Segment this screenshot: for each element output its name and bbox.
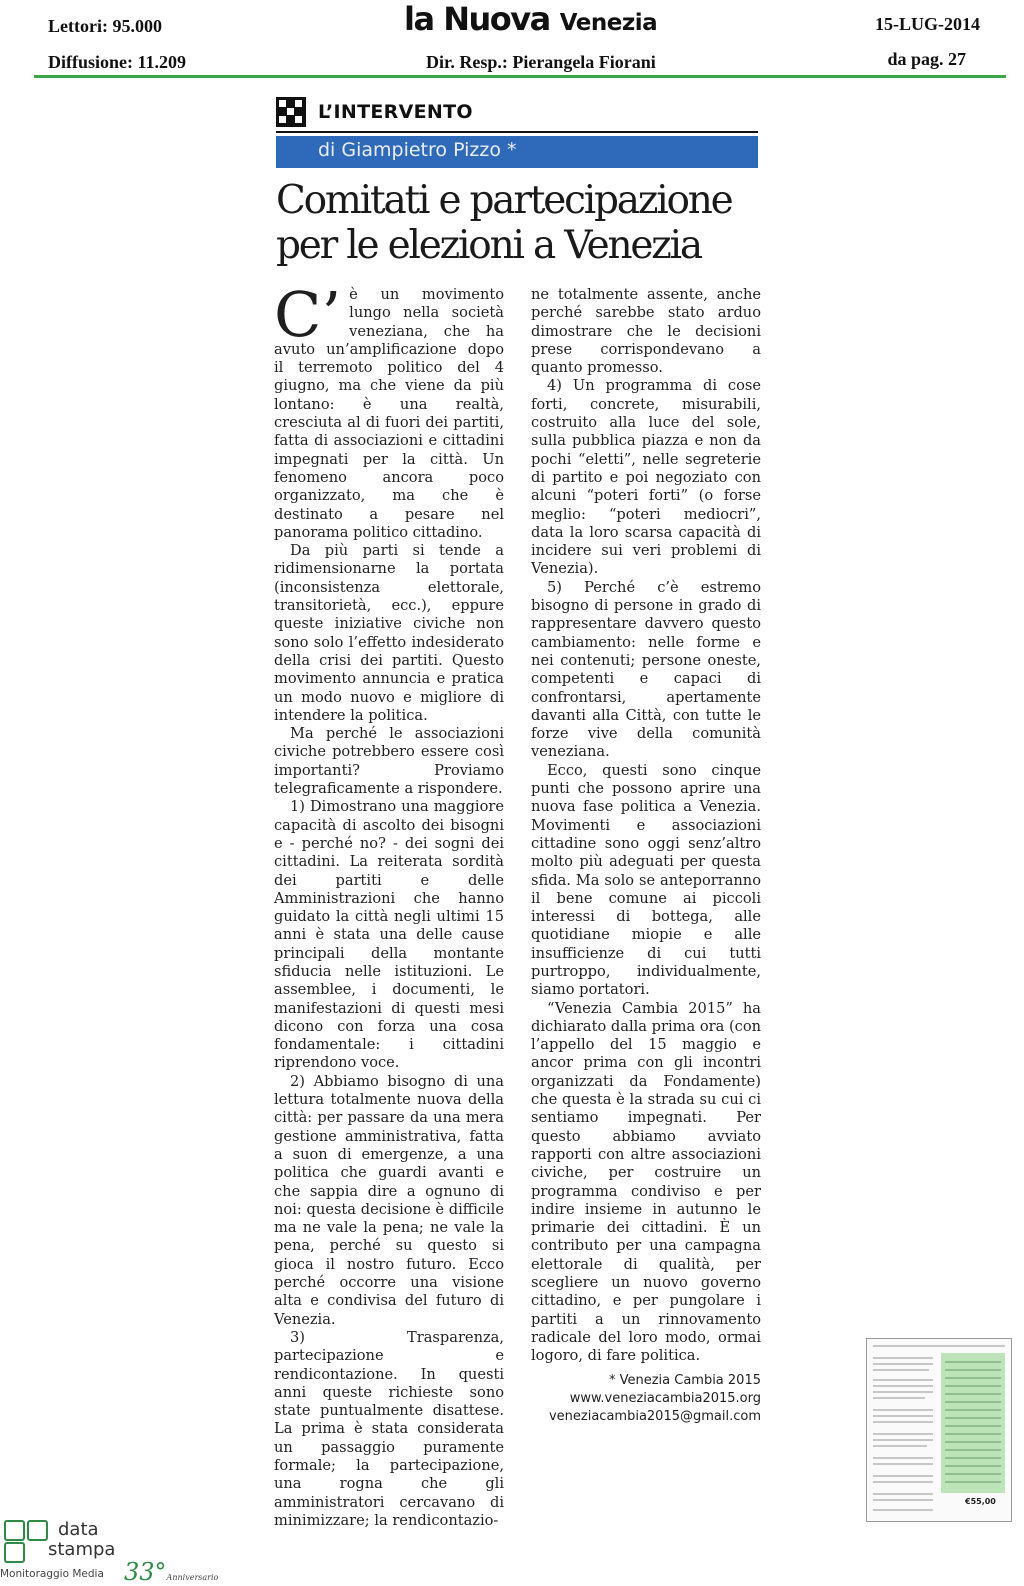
anniversary-mark [124,1558,218,1586]
logo-square-icon [4,1520,25,1541]
paragraph: 2) Abbiamo bisogno di una lettura totalmente nuova della città: per passare da una mera gestione amministrativa, fatta a suon di emergenze, a una politica che guardi avanti e che sappia dire a ognuno di noi: questa decisione è difficile ma ne vale la pena; ne vale la pena, perché su questo si gioca il nostro futuro. Ecco perché occorre una visione alta e condivisa del futuro di Venezia. [274,1072,504,1328]
paragraph: 4) Un programma di cose forti, concrete, misurabili, costruito alla luce del sole, sulla pubblica piazza e non da pochi “eletti”, nelle segreterie di partito e poi negoziato con alcuni “poteri forti” (o forse meglio: “poteri mediocri”, data la loro scarsa capacità di incidere sui veri problemi di Venezia). [531,377,761,578]
publication-date: 15-LUG-2014 [875,14,980,34]
logo-word-data: data [58,1519,99,1540]
drop-cap: C’ [274,278,342,351]
masthead-city: Venezia [559,10,658,36]
article-column-left [274,278,504,1530]
newspaper-masthead [404,0,657,38]
thumbnail-highlight [941,1353,1005,1493]
article-column-right [531,286,761,1426]
paragraph: Ma perché le associazioni civiche potrebbero essere così importanti? Proviamo telegraficamente a rispondere. [274,725,504,798]
byline-bar [276,136,758,168]
masthead-title: la Nuova [404,0,550,38]
header-divider [34,75,1006,78]
page-thumbnail [866,1338,1012,1522]
headline-line-2: per le elezioni a Venezia [276,223,701,268]
logo-square-icon [4,1542,25,1563]
circulation-count: Diffusione: 11.209 [48,52,187,72]
anniversary-label: Anniversario [166,1573,219,1582]
editor-in-chief: Dir. Resp.: Pierangela Fiorani [426,52,656,72]
author-signature [531,1372,761,1426]
logo-word-stampa: stampa [48,1539,116,1560]
datastampa-logo [0,1518,219,1586]
article-headline [276,178,758,268]
paragraph: Ecco, questi sono cinque punti che possono aprire una nuova fase politica a Venezia. Movimenti e associazioni cittadine sono oggi senz’altro molto più adeguati per questa sfida. Ma solo se anteporranno il bene comune ai piccoli interessi di bottega, alle quotidiane miopie e alle insufficienze di cui tutti purtroppo, individualmente, siamo portatori. [531,761,761,999]
paragraph: 3) Trasparenza, partecipazione e rendicontazione. In questi anni queste richieste sono state puntualmente disattese. La prima è stata considerata un passaggio puramente formale; la partecipazione, una rogna che gli amministratori cercavano di minimizzare; la rendicontazio- [274,1328,504,1529]
signature-website: www.veneziacambia2015.org [569,1390,761,1406]
paragraph: C’ è un movimento lungo nella società veneziana, che ha avuto un’amplificazione dopo il terremoto politico del 4 giugno, ma che viene da più lontano: è una realtà, cresciuta al di fuori dei partiti, fatta di associazioni e cittadini impegnati per la città. Un fenomeno ancora poco organizzato, ma che è destinato a pesare nel panorama politico cittadino. [274,278,504,541]
byline-author: di Giampietro Pizzo * [318,139,517,161]
paragraph: Da più parti si tende a ridimensionarne la portata (inconsistenza elettorale, transitorietà, ecc.), eppure queste iniziative civiche non sono solo l’effetto indesiderato della crisi dei partiti. Questo movimento annuncia e pratica un modo nuovo e migliore di intendere la politica. [274,542,504,724]
signature-org: * Venezia Cambia 2015 [608,1372,761,1388]
section-kicker [276,97,758,133]
headline-line-1: Comitati e partecipazione [276,178,732,223]
logo-square-icon [27,1520,48,1541]
anniversary-number: 33° [124,1558,167,1586]
paragraph: 5) Perché c’è estremo bisogno di persone in grado di rappresentare davvero questo cambiamento: nelle forme e nei contenuti; persone oneste, competenti e capaci di confrontarsi, apertamente davanti alla Città, con tutte le forze vive della comunità veneziana. [531,578,761,761]
paragraph: “Venezia Cambia 2015” ha dichiarato dalla prima ora (con l’appello del 15 maggio e ancor prima con gli incontri organizzati da Fondamente) che questa è la strada su cui ci sentiamo impegnati. Per questo abbiamo avviato rapporti con altre associazioni civiche, per costruire un programma condiviso e per indire insieme in autunno le primarie dei cittadini. È un contributo per una campagna elettorale di qualità, per scegliere un nuovo governo cittadino, e per pungolare i partiti a un rinnovamento radicale del loro modo, ormai logoro, di fare politica. [531,999,761,1365]
thumbnail-price: €55,00 [965,1497,996,1506]
paragraph: ne totalmente assente, anche perché sarebbe stato arduo dimostrare che le decisioni prese corrispondevano a quanto promesso. [531,286,761,377]
readers-count: Lettori: 95.000 [48,16,162,36]
paragraph: 1) Dimostrano una maggiore capacità di ascolto dei bisogni e - perché no? - dei sogni dei cittadini. La reiterata sordità dei partiti e delle Amministrazioni che hanno guidato la città negli ultimi 15 anni è stata una delle cause principali della montante sfiducia nelle istituzioni. Le assemblee, i documenti, le manifestazioni di questi mesi dicono con forza una cosa fondamentale: i cittadini riprendono voce. [274,798,504,1072]
signature-email: veneziacambia2015@gmail.com [548,1408,761,1424]
checker-icon [276,97,306,127]
logo-tagline: Monitoraggio Media [0,1568,104,1580]
page-reference: da pag. 27 [887,49,966,69]
section-label: L’INTERVENTO [318,101,473,123]
